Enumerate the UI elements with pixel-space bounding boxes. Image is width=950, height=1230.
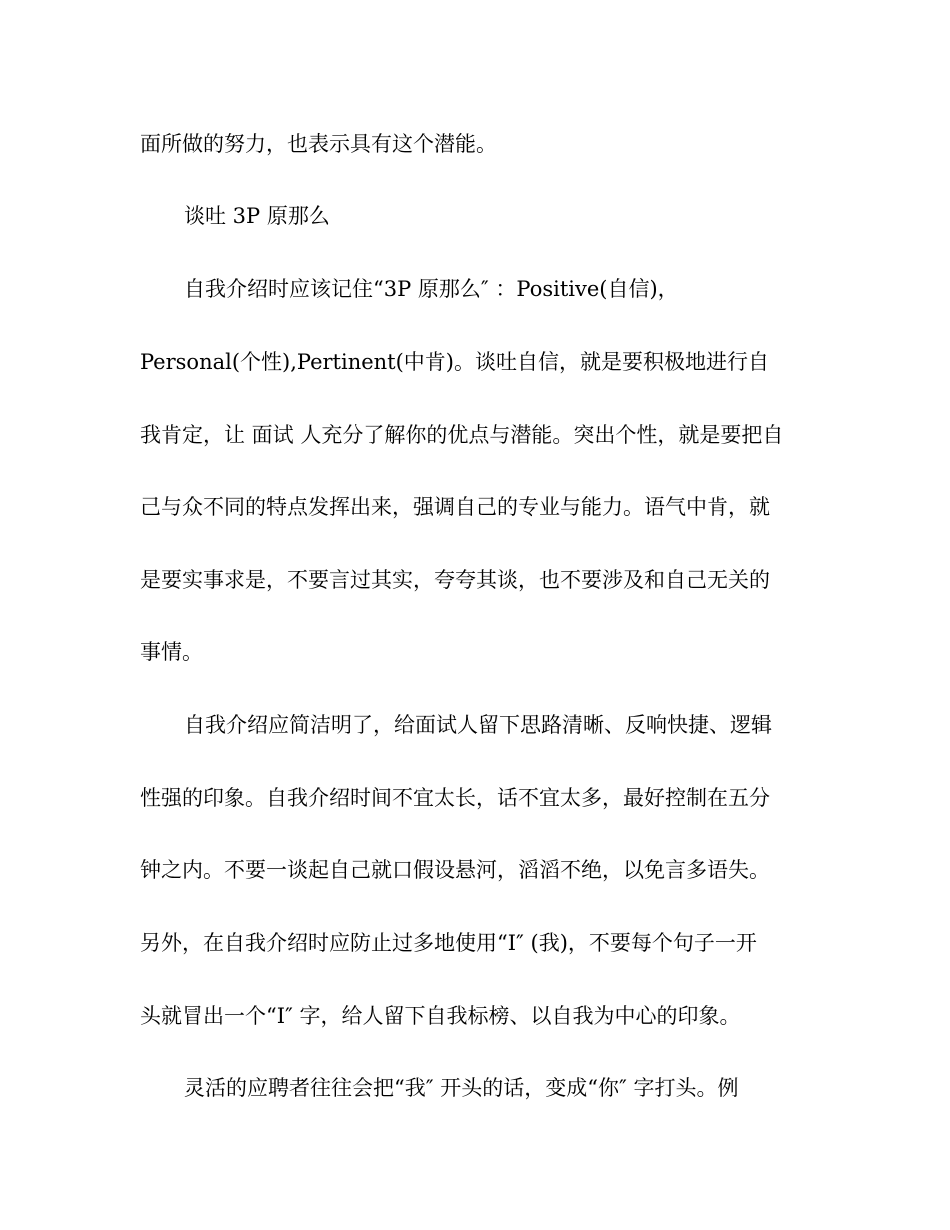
text-line: 面所做的努力，也表示具有这个潜能。 bbox=[140, 132, 497, 156]
text-line: 事情。 bbox=[140, 640, 203, 664]
text-line: Personal(个性),Pertinent(中肯)。谈吐自信，就是要积极地进行自 bbox=[140, 350, 770, 374]
text-line: 头就冒出一个“I″ 字，给人留下自我标榜、以自我为中心的印象。 bbox=[140, 1004, 741, 1028]
text-line: 自我介绍时应该记住“3P 原那么″ ：Positive(自信)， bbox=[184, 277, 679, 301]
text-line: 灵活的应聘者往往会把“我″ 开头的话，变成“你″ 字打头。例 bbox=[184, 1076, 739, 1100]
text-line: 另外，在自我介绍时应防止过多地使用“I″ (我)，不要每个句子一开 bbox=[140, 931, 757, 955]
text-line: 己与众不同的特点发挥出来，强调自己的专业与能力。语气中肯，就 bbox=[140, 495, 770, 519]
text-line: 自我介绍应简洁明了，给面试人留下思路清晰、反响快捷、逻辑 bbox=[184, 713, 772, 737]
text-line: 钟之内。不要一谈起自己就口假设悬河，滔滔不绝，以免言多语失。 bbox=[140, 858, 770, 882]
section-heading: 谈吐 3P 原那么 bbox=[184, 204, 330, 228]
text-line: 我肯定，让 面试 人充分了解你的优点与潜能。突出个性，就是要把自 bbox=[140, 423, 784, 447]
text-line: 是要实事求是，不要言过其实，夸夸其谈，也不要涉及和自己无关的 bbox=[140, 568, 770, 592]
text-line: 性强的印象。自我介绍时间不宜太长，话不宜太多，最好控制在五分 bbox=[140, 786, 770, 810]
